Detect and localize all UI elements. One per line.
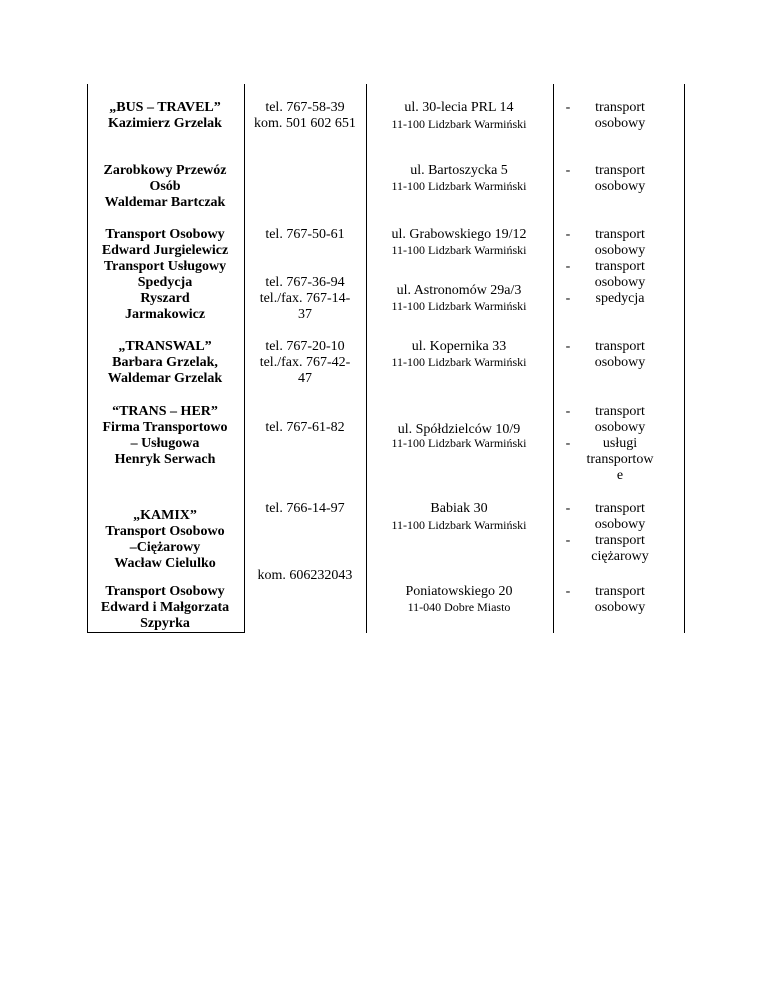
service-bullet: -: [565, 291, 571, 306]
company-phone: tel. 766-14-97: [265, 501, 345, 516]
company-street: ul. 30-lecia PRL 14: [404, 100, 514, 115]
company-street: ul. Spółdzielców 10/9: [397, 422, 521, 437]
table-border-left: [87, 84, 88, 633]
company-street: ul. Grabowskiego 19/12: [391, 227, 527, 242]
service-bullet: -: [565, 339, 571, 354]
service-item: transport osobowy: [594, 259, 646, 290]
table-column-divider: [366, 84, 367, 633]
company-phone: tel. 767-61-82: [265, 420, 345, 435]
service-item: transport osobowy: [594, 584, 646, 615]
company-city: 11-100 Lidzbark Warmiński: [391, 518, 527, 532]
company-name: Transport Usługowy Spedycja Ryszard Jarmakowicz: [103, 259, 227, 322]
service-bullet: -: [565, 436, 571, 451]
service-item: transport osobowy: [594, 339, 646, 370]
company-street: Poniatowskiego 20: [405, 584, 513, 599]
company-street: Babiak 30: [430, 501, 488, 516]
transport-companies-table: [87, 84, 685, 633]
company-street: ul. Kopernika 33: [411, 339, 507, 354]
service-bullet: -: [565, 584, 571, 599]
company-city: 11-100 Lidzbark Warmiński: [391, 117, 527, 131]
table-border-bottom: [87, 632, 244, 633]
company-city: 11-100 Lidzbark Warmiński: [391, 299, 527, 313]
service-bullet: -: [565, 100, 571, 115]
company-city: 11-100 Lidzbark Warmiński: [391, 355, 527, 369]
table-column-divider: [553, 84, 554, 633]
service-item: transport ciężarowy: [591, 533, 649, 564]
table-border-right: [684, 84, 685, 633]
company-name: “TRANS – HER” Firma Transportowo – Usługowa Henryk Serwach: [102, 404, 228, 467]
company-street: ul. Astronomów 29a/3: [396, 283, 522, 298]
company-city: 11-100 Lidzbark Warmiński: [391, 179, 527, 193]
service-item: transport osobowy: [594, 100, 646, 131]
service-bullet: -: [565, 259, 571, 274]
company-phone: kom. 606232043: [257, 568, 353, 583]
company-name: Zarobkowy Przewóz Osób Waldemar Bartczak: [103, 163, 227, 210]
service-bullet: -: [565, 501, 571, 516]
company-name: Transport Osobowy Edward Jurgielewicz: [101, 227, 229, 258]
company-name: „BUS – TRAVEL” Kazimierz Grzelak: [108, 100, 222, 131]
service-bullet: -: [565, 163, 571, 178]
service-bullet: -: [565, 533, 571, 548]
service-item: transport osobowy: [594, 227, 646, 258]
service-item: spedycja: [595, 291, 645, 306]
company-name: Transport Osobowy Edward i Małgorzata Szpyrka: [100, 584, 230, 631]
service-bullet: -: [565, 227, 571, 242]
service-item: transport osobowy: [594, 163, 646, 194]
company-name: „KAMIX” Transport Osobowo –Ciężarowy Wacław Cielulko: [105, 508, 225, 571]
service-item: usługi transportow e: [586, 436, 654, 483]
company-city: 11-100 Lidzbark Warmiński: [391, 243, 527, 257]
service-item: transport osobowy: [594, 501, 646, 532]
company-city: 11-100 Lidzbark Warmiński: [391, 436, 527, 450]
company-phone: tel. 767-36-94 tel./fax. 767-14- 37: [259, 275, 351, 322]
service-item: transport osobowy: [594, 404, 646, 435]
company-phone: tel. 767-58-39 kom. 501 602 651: [254, 100, 356, 131]
company-phone: tel. 767-50-61: [265, 227, 345, 242]
service-bullet: -: [565, 404, 571, 419]
company-name: „TRANSWAL” Barbara Grzelak, Waldemar Grzelak: [107, 339, 223, 386]
table-column-divider: [244, 84, 245, 633]
company-street: ul. Bartoszycka 5: [410, 163, 508, 178]
company-phone: tel. 767-20-10 tel./fax. 767-42- 47: [259, 339, 351, 386]
company-city: 11-040 Dobre Miasto: [407, 600, 511, 614]
